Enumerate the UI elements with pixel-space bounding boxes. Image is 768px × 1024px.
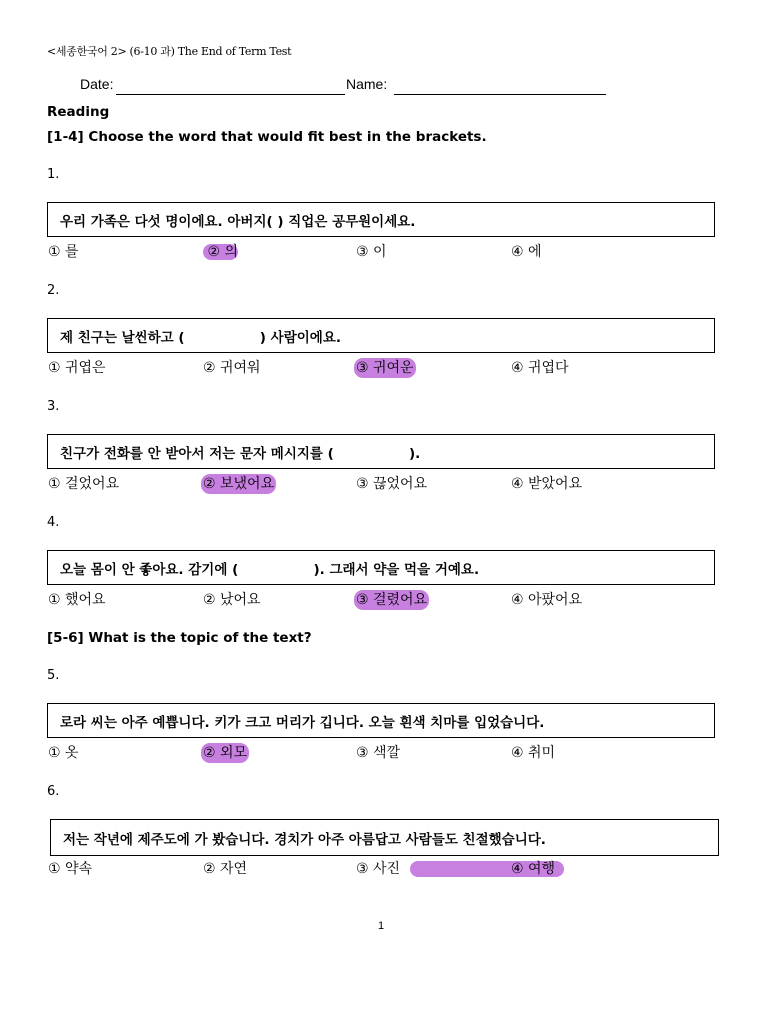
question-number: 1. — [47, 167, 60, 182]
date-label: Date: — [80, 76, 114, 92]
answer-options — [46, 358, 646, 380]
option-1[interactable]: ① 옷 — [48, 745, 79, 761]
section-1-4-title: [1-4] Choose the word that would fit best in the brackets. — [47, 129, 487, 145]
option-2[interactable]: ② 보냈어요 — [203, 476, 275, 492]
option-3[interactable]: ③ 끊었어요 — [356, 476, 428, 492]
question-number: 6. — [47, 784, 60, 799]
question-sentence: 우리 가족은 다섯 명이에요. 아버지( ) 직업은 공무원이세요. — [60, 213, 416, 230]
option-2[interactable] — [201, 242, 240, 262]
question-sentence: 저는 작년에 제주도에 가 봤습니다. 경치가 아주 아름답고 사람들도 친절했습니다. — [63, 831, 546, 848]
section-5-6-title: [5-6] What is the topic of the text? — [47, 630, 312, 646]
option-3[interactable]: ③ 걸렸어요 — [356, 592, 428, 608]
option-1[interactable]: ① 걸었어요 — [48, 476, 120, 492]
answer-options — [46, 743, 646, 765]
option-3[interactable]: ③ 사진 — [356, 861, 401, 877]
option-1[interactable]: ① 를 — [48, 244, 79, 260]
option-3[interactable]: ③ 귀여운 — [356, 360, 414, 376]
question-sentence: 친구가 전화를 안 받아서 저는 문자 메시지를 ( ). — [60, 445, 421, 462]
question-number: 5. — [47, 668, 60, 683]
question-box — [47, 434, 715, 469]
option-4[interactable]: ④ 여행 — [511, 861, 556, 877]
answer-options — [46, 474, 646, 496]
question-box — [47, 703, 715, 738]
question-box — [47, 550, 715, 585]
question-sentence: 제 친구는 날씬하고 ( ) 사람이에요. — [60, 329, 341, 346]
answer-highlight — [203, 244, 238, 260]
option-2[interactable]: ② 자연 — [203, 861, 248, 877]
reading-title: Reading — [47, 104, 110, 120]
question-sentence: 오늘 몸이 안 좋아요. 감기에 ( ). 그래서 약을 먹을 거예요. — [60, 561, 480, 578]
answer-options — [46, 590, 646, 612]
option-4[interactable]: ④ 취미 — [511, 745, 556, 761]
option-3[interactable]: ③ 이 — [356, 244, 387, 260]
question-box — [47, 202, 715, 237]
option-2[interactable]: ② 귀여워 — [203, 360, 261, 376]
question-number: 3. — [47, 399, 60, 414]
question-number: 2. — [47, 283, 60, 298]
page-number: 1 — [378, 920, 385, 932]
date-blank[interactable] — [116, 94, 345, 95]
option-4[interactable]: ④ 받았어요 — [511, 476, 583, 492]
answer-options — [46, 242, 646, 264]
name-blank[interactable] — [394, 94, 606, 95]
answer-options — [46, 859, 646, 881]
question-sentence: 로라 씨는 아주 예쁩니다. 키가 크고 머리가 깁니다. 오늘 흰색 치마를 입었습니다. — [60, 714, 545, 731]
option-1[interactable]: ① 했어요 — [48, 592, 106, 608]
question-box — [47, 318, 715, 353]
option-1[interactable]: ① 약속 — [48, 861, 93, 877]
question-box — [50, 819, 719, 856]
name-label: Name: — [346, 76, 388, 92]
option-4[interactable]: ④ 에 — [511, 244, 542, 260]
option-3[interactable]: ③ 색깔 — [356, 745, 401, 761]
question-number: 4. — [47, 515, 60, 530]
option-2[interactable]: ② 외모 — [203, 745, 248, 761]
document-header: <세종한국어 2> (6-10 과) The End of Term Test — [47, 45, 292, 58]
option-2[interactable]: ② 났어요 — [203, 592, 261, 608]
option-1[interactable]: ① 귀엽은 — [48, 360, 106, 376]
option-4[interactable]: ④ 아팠어요 — [511, 592, 583, 608]
option-4[interactable]: ④ 귀엽다 — [511, 360, 569, 376]
date-name-line — [80, 74, 620, 96]
option-2-label: ② 의 — [207, 244, 238, 260]
